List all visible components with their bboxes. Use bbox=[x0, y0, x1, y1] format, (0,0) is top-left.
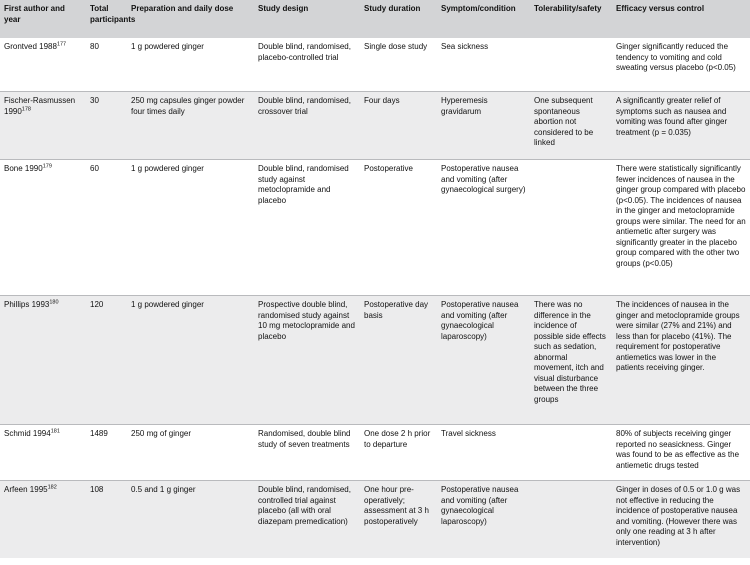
header-duration: Study duration bbox=[364, 4, 421, 13]
author-cell bbox=[0, 481, 86, 559]
participants-cell: 60 bbox=[86, 160, 127, 296]
author-name: Phillips 1993 bbox=[4, 300, 50, 309]
header-participants: Total participants bbox=[90, 4, 136, 24]
header-preparation: Preparation and daily dose bbox=[131, 4, 234, 13]
header-design: Study design bbox=[258, 4, 309, 13]
header-row bbox=[0, 0, 750, 38]
header-symptom: Symptom/condition bbox=[441, 4, 516, 13]
preparation-cell: 1 g powdered ginger bbox=[127, 160, 254, 296]
author-cell bbox=[0, 160, 86, 296]
design-cell: Randomised, double blind study of seven treatments bbox=[254, 425, 360, 481]
symptom-cell: Hyperemesis gravidarum bbox=[437, 92, 530, 160]
duration-cell: One dose 2 h prior to departure bbox=[360, 425, 437, 481]
author-name: Schmid 1994 bbox=[4, 429, 51, 438]
duration-cell: Four days bbox=[360, 92, 437, 160]
author-name: Bone 1990 bbox=[4, 164, 43, 173]
efficacy-cell: The incidences of nausea in the ginger and metoclopramide groups were similar (27% and 21%) and less than for placebo (41%). The requirement for postoperative antiemetics was lower in the patients receiving ginger. bbox=[612, 296, 750, 425]
efficacy-cell: A significantly greater relief of symptoms such as nausea and vomiting was found after ginger treatment (p = 0.035) bbox=[612, 92, 750, 160]
preparation-cell: 250 mg capsules ginger powder four times daily bbox=[127, 92, 254, 160]
duration-cell: Single dose study bbox=[364, 42, 428, 51]
reference-number: 182 bbox=[47, 484, 57, 491]
symptom-cell: Travel sickness bbox=[437, 425, 530, 481]
participants-cell: 120 bbox=[86, 296, 127, 425]
design-cell: Prospective double blind, randomised study against 10 mg metoclopramide and placebo bbox=[254, 296, 360, 425]
symptom-cell: Postoperative nausea and vomiting (after gynaecological laparoscopy) bbox=[437, 481, 530, 559]
design-cell: Double blind, randomised, placebo-controlled trial bbox=[258, 42, 351, 62]
table-row bbox=[0, 92, 750, 160]
duration-cell: One hour pre-operatively; assessment at 3 h postoperatively bbox=[360, 481, 437, 559]
table-row bbox=[0, 425, 750, 481]
author-cell bbox=[0, 425, 86, 481]
header-author: First author and year bbox=[4, 4, 65, 24]
tolerability-cell bbox=[530, 160, 612, 296]
header-tolerability: Tolerability/safety bbox=[534, 4, 602, 13]
preparation-cell: 1 g powdered ginger bbox=[127, 296, 254, 425]
author-name: Grontved 1988 bbox=[4, 42, 57, 51]
duration-cell: Postoperative day basis bbox=[360, 296, 437, 425]
tolerability-cell: One subsequent spontaneous abortion not considered to be linked bbox=[530, 92, 612, 160]
table-row bbox=[0, 38, 750, 92]
reference-number: 177 bbox=[56, 41, 67, 48]
reference-number: 181 bbox=[50, 428, 60, 435]
author-name: Arfeen 1995 bbox=[4, 485, 48, 494]
duration-cell: Postoperative bbox=[360, 160, 437, 296]
preparation-cell: 0.5 and 1 g ginger bbox=[127, 481, 254, 559]
efficacy-cell: 80% of subjects receiving ginger reported no seasickness. Ginger was found to be as effective as the antiemetic drugs tested bbox=[612, 425, 750, 481]
header-efficacy: Efficacy versus control bbox=[616, 4, 705, 13]
tolerability-cell bbox=[530, 425, 612, 481]
efficacy-cell: Ginger significantly reduced the tendency to vomiting and cold sweating versus placebo (p<0.05) bbox=[616, 42, 736, 72]
author-cell bbox=[0, 296, 86, 425]
reference-number: 178 bbox=[21, 105, 31, 112]
participants-cell: 1489 bbox=[86, 425, 127, 481]
symptom-cell: Postoperative nausea and vomiting (after gynaecological surgery) bbox=[437, 160, 530, 296]
tolerability-cell bbox=[530, 481, 612, 559]
participants-cell: 80 bbox=[90, 42, 99, 51]
efficacy-cell: Ginger in doses of 0.5 or 1.0 g was not effective in reducing the incidence of postoperative nausea and vomiting. (However there was only one reading at 3 h after intervention) bbox=[612, 481, 750, 559]
participants-cell: 30 bbox=[86, 92, 127, 160]
efficacy-cell: There were statistically significantly fewer incidences of nausea in the ginger group compared with placebo (p<0.05). The incidences of nausea in the ginger and metoclopramide groups were similar. The need for an antiemetic after surgery was significantly greater in the placebo group compared with the other two groups (p<0.05) bbox=[612, 160, 750, 296]
table-row bbox=[0, 160, 750, 296]
preparation-cell: 250 mg of ginger bbox=[127, 425, 254, 481]
design-cell: Double blind, randomised, crossover trial bbox=[254, 92, 360, 160]
participants-cell: 108 bbox=[86, 481, 127, 559]
reference-number: 179 bbox=[42, 163, 52, 170]
author-cell bbox=[0, 38, 86, 92]
design-cell: Double blind, randomised, controlled trial against placebo (all with oral diazepam premedication) bbox=[254, 481, 360, 559]
reference-number: 180 bbox=[49, 299, 59, 306]
preparation-cell: 1 g powdered ginger bbox=[131, 42, 204, 51]
tolerability-cell bbox=[530, 38, 612, 92]
author-name: Fischer-Rasmussen 1990 bbox=[4, 96, 76, 116]
symptom-cell: Postoperative nausea and vomiting (after gynaecological laparoscopy) bbox=[437, 296, 530, 425]
symptom-cell: Sea sickness bbox=[441, 42, 489, 51]
design-cell: Double blind, randomised study against metoclopramide and placebo bbox=[254, 160, 360, 296]
author-cell bbox=[0, 92, 86, 160]
table-row bbox=[0, 481, 750, 559]
tolerability-cell: There was no difference in the incidence of possible side effects such as sedation, abnormal movement, itch and visual disturbance between the three groups bbox=[530, 296, 612, 425]
table-row bbox=[0, 296, 750, 425]
